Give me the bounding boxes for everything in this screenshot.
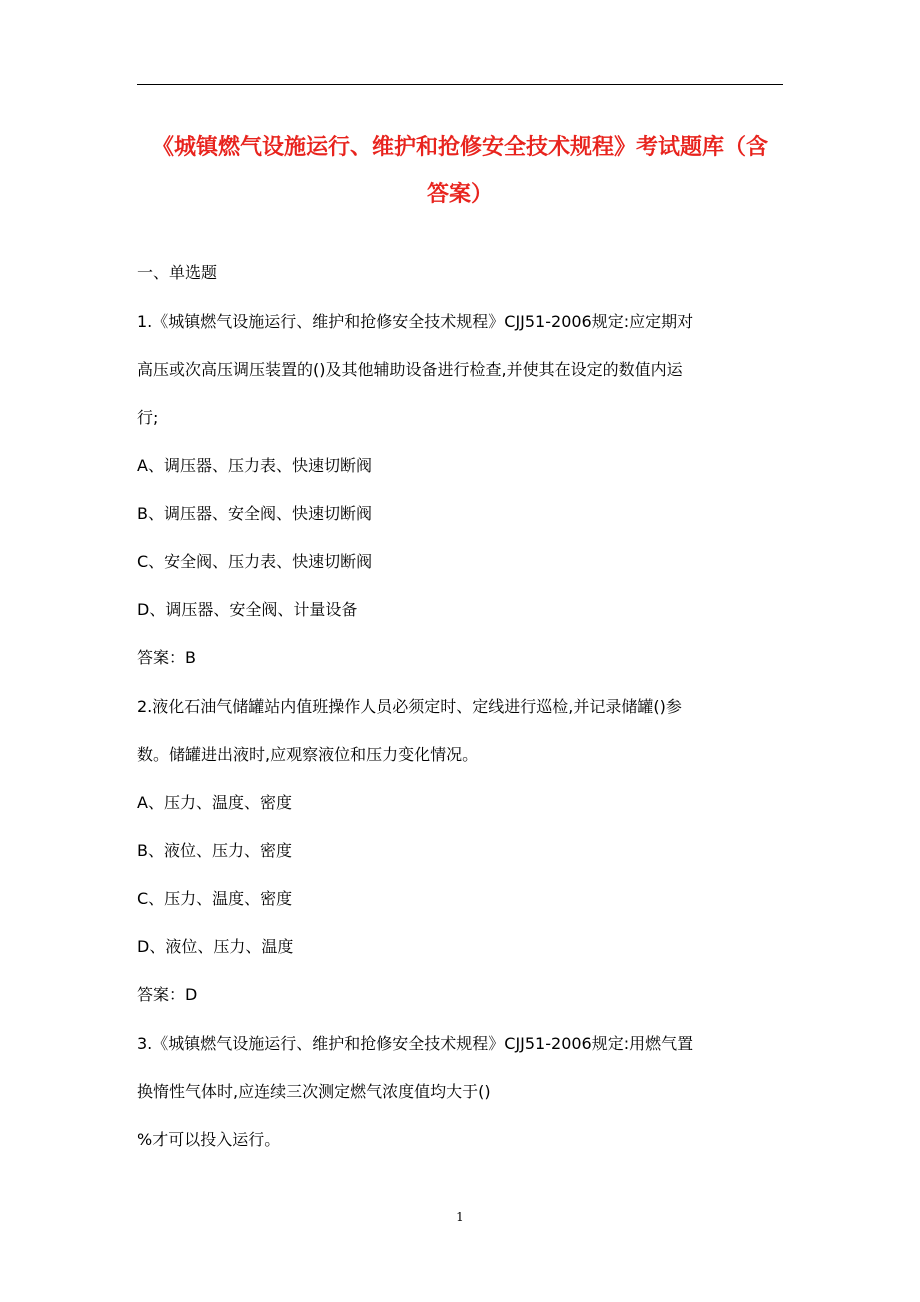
question-1-line-1: 1.《城镇燃气设施运行、维护和抢修安全技术规程》CJJ51-2006规定:应定期对 (137, 312, 694, 331)
question-2-option-c: C、压力、温度、密度 (137, 889, 293, 908)
question-3-line-1: 3.《城镇燃气设施运行、维护和抢修安全技术规程》CJJ51-2006规定:用燃气置 (137, 1034, 694, 1053)
title-line-2: 答案） (426, 182, 493, 207)
question-1-line-3: 行; (137, 408, 159, 427)
question-1-option-b: B、调压器、安全阀、快速切断阀 (137, 504, 372, 523)
question-1-answer: 答案：B (137, 648, 196, 667)
question-1-option-d: D、调压器、安全阀、计量设备 (137, 600, 358, 619)
question-3-line-3: %才可以投入运行。 (137, 1130, 281, 1149)
question-2-line-2: 数。储罐进出液时,应观察液位和压力变化情况。 (137, 745, 479, 764)
question-2-option-a: A、压力、温度、密度 (137, 793, 292, 812)
question-1-option-c: C、安全阀、压力表、快速切断阀 (137, 552, 373, 571)
question-2-answer: 答案：D (137, 985, 198, 1004)
title-line-1: 《城镇燃气设施运行、维护和抢修安全技术规程》考试题库（含 (151, 135, 768, 160)
question-2-line-1: 2.液化石油气储罐站内值班操作人员必须定时、定线进行巡检,并记录储罐()参 (137, 697, 682, 716)
question-1-line-2: 高压或次高压调压装置的()及其他辅助设备进行检查,并使其在设定的数值内运 (137, 360, 683, 379)
question-2-option-b: B、液位、压力、密度 (137, 841, 292, 860)
question-1-option-a: A、调压器、压力表、快速切断阀 (137, 456, 372, 475)
section-heading: 一、单选题 (137, 263, 218, 282)
document-title (137, 124, 783, 218)
header-rule (137, 84, 783, 85)
question-2-option-d: D、液位、压力、温度 (137, 937, 294, 956)
page-number: 1 (456, 1210, 464, 1224)
question-3-line-2: 换惰性气体时,应连续三次测定燃气浓度值均大于() (137, 1082, 491, 1101)
